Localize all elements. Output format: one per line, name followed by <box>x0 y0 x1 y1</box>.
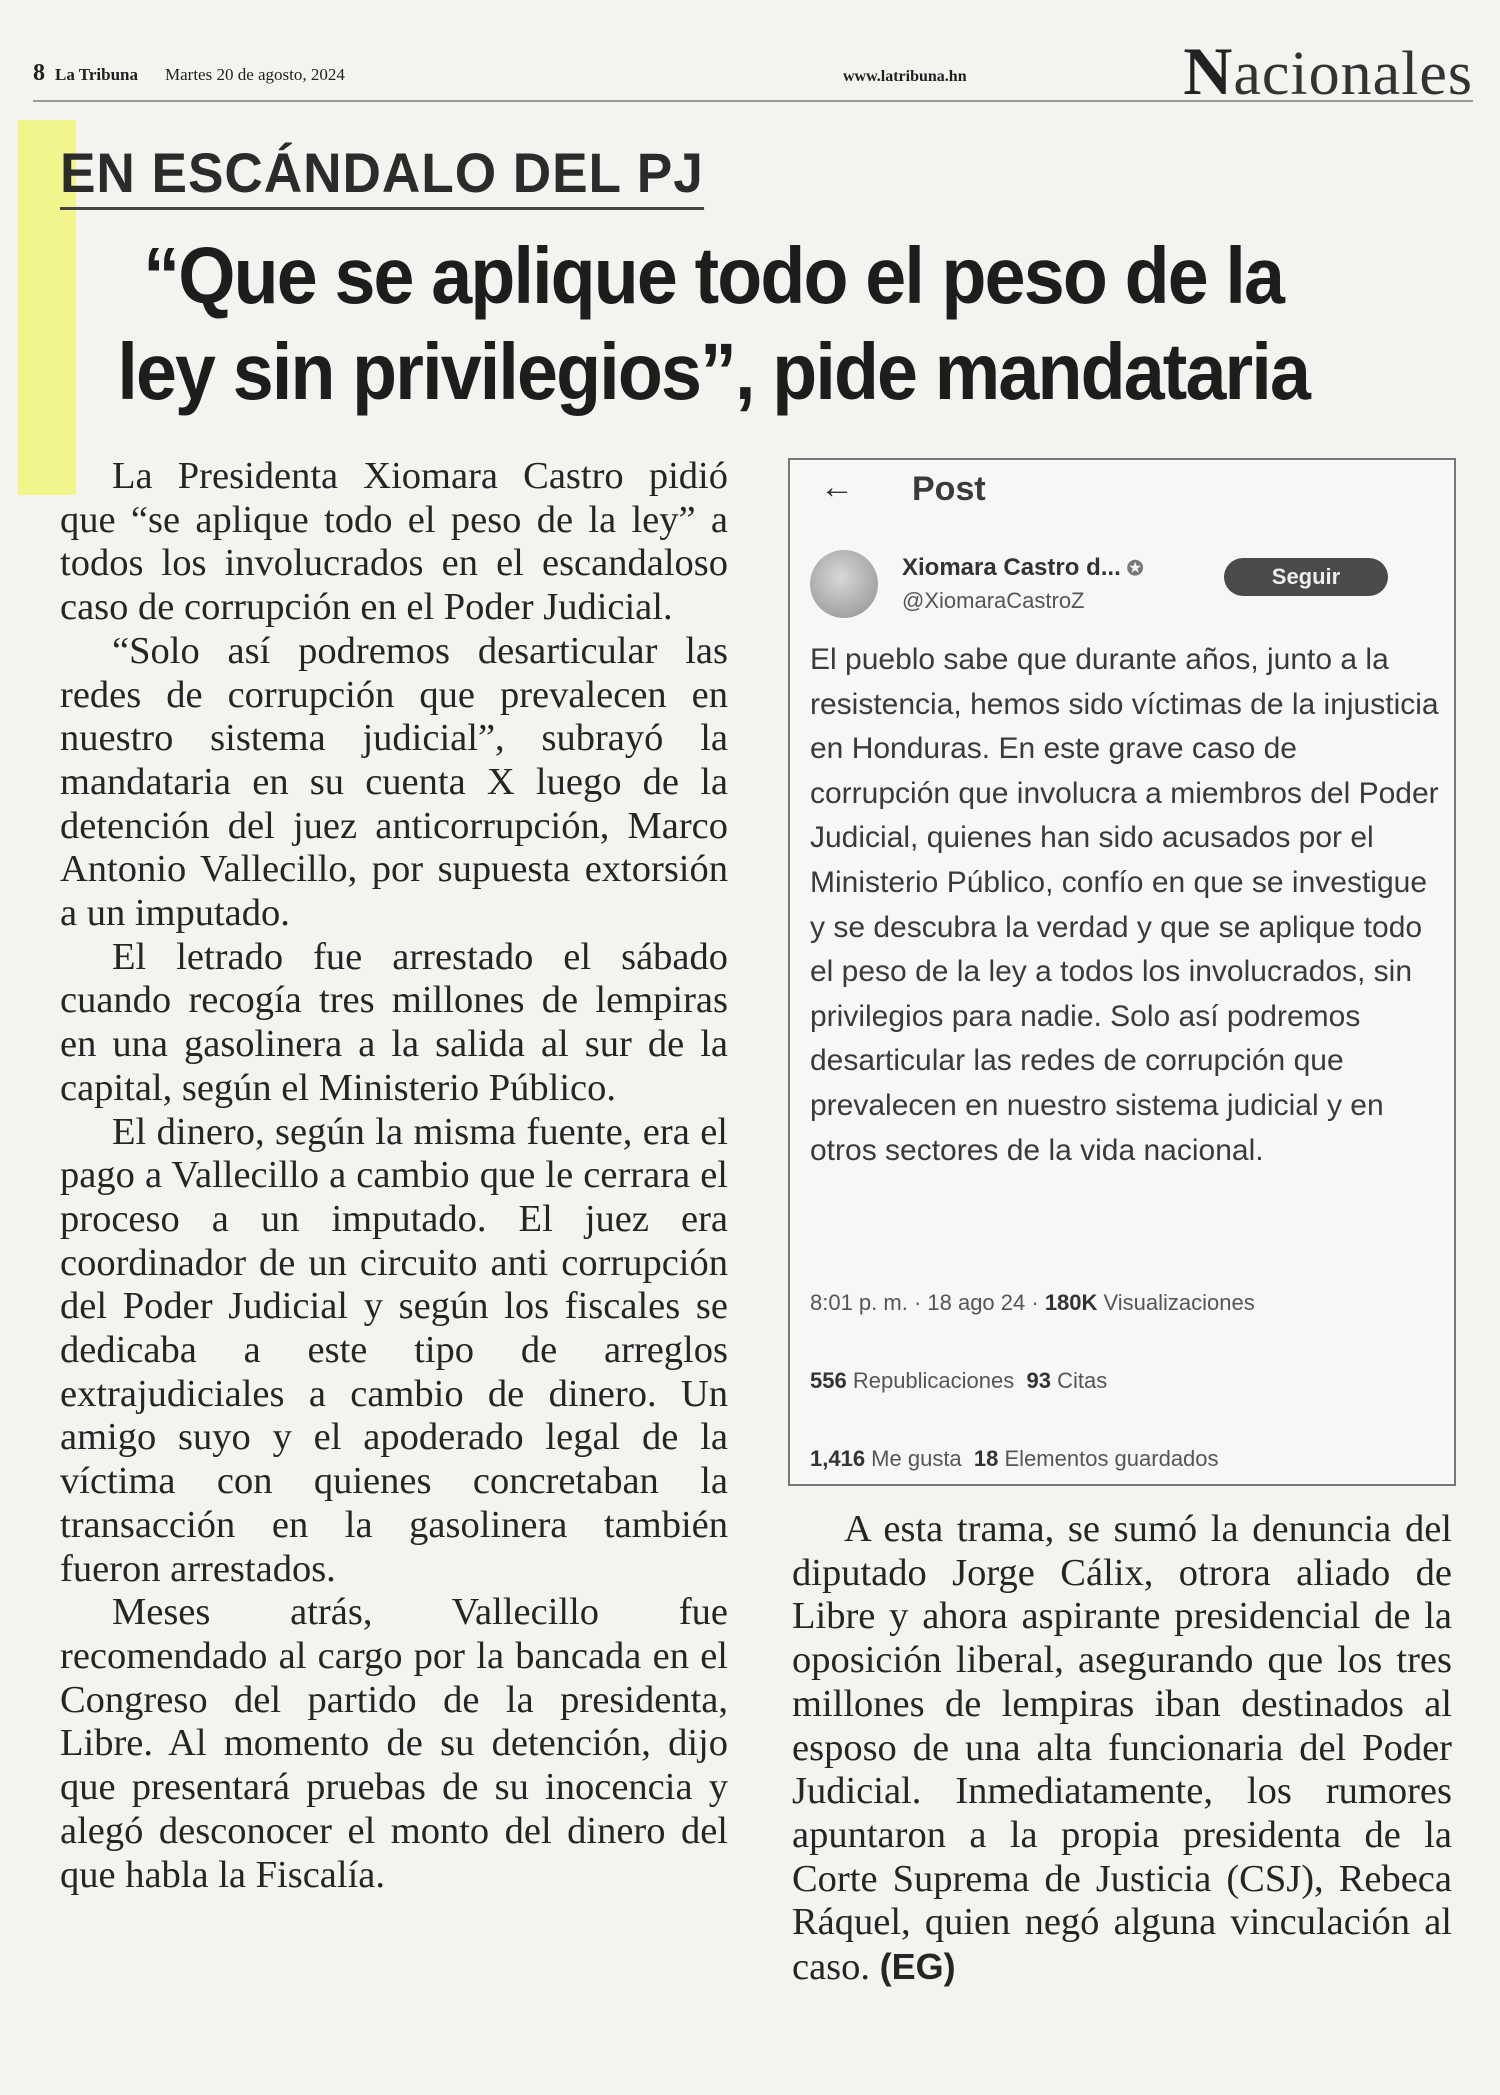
quotes-count: 93 <box>1026 1368 1051 1393</box>
paragraph <box>792 1508 1452 1990</box>
post-text: El pueblo sabe que durante años, junto a la resistencia, hemos sido víctimas de la injusticia en Honduras. En este grave caso de corrupción que involucra a miembros del Poder Judicial, quienes han sido acusados por el Ministerio Público, confío en que se investigue y se descubra la verdad y que se aplique todo el peso de la ley a todos los involucrados, sin privilegios para nadie. Solo así podremos desarticular las redes de corrupción que prevalecen en nuestro sistema judicial y en otros sectores de la vida nacional. <box>810 643 1439 1167</box>
section-initial: N <box>1183 33 1234 109</box>
kicker: EN ESCÁNDALO DEL PJ <box>60 140 704 210</box>
paragraph: “Solo así podremos desarticular las redes de corrupción que prevalecen en nuestro sistema judicial”, subrayó la mandataria en su cuenta X luego de la detención del juez anticorrupción, Marco Antonio Vallecillo, por supuesta extorsión a un imputado. <box>60 629 728 935</box>
page-number: 8 <box>33 60 45 86</box>
author-name-text: Xiomara Castro d... <box>902 554 1121 581</box>
post-reposts-quotes[interactable] <box>810 1368 1107 1394</box>
paper-url: www.latribuna.hn <box>843 68 967 85</box>
paragraph: Meses atrás, Vallecillo fue recomendado al cargo por la bancada en el Congreso del partido de la presidenta, Libre. Al momento de su detención, dijo que presentará pruebas de su inocencia y alegó desconocer el monto del dinero del que habla la Fiscalía. <box>60 1591 728 1896</box>
headline-line-2: ley sin privilegios”, pide mandataria <box>117 327 1310 416</box>
avatar[interactable] <box>810 550 878 618</box>
section-rest: acionales <box>1233 40 1473 108</box>
post-time: 8:01 p. m. · 18 ago 24 · <box>810 1290 1045 1315</box>
issue-date: Martes 20 de agosto, 2024 <box>165 65 345 84</box>
paragraph-text: A esta trama, se sumó la denuncia del diputado Jorge Cálix, otrora aliado de Libre y ahora aspirante presidencial de la oposición liberal, asegurando que los tres millones de lempiras iban destinados al esposo de una alta funcionaria del Poder Judicial. Inmediatamente, los rumores apuntaron a la propia presidenta de la Corte Suprema de Justicia (CSJ), Rebeca Ráquel, quien negó alguna vinculación al caso. <box>792 1508 1452 1989</box>
author-handle[interactable]: @XiomaraCastroZ <box>902 588 1085 613</box>
post-time-views <box>810 1290 1255 1316</box>
page-header <box>33 33 1473 109</box>
quotes-label: Citas <box>1050 1368 1108 1393</box>
back-arrow-icon[interactable]: ← <box>820 468 854 506</box>
paragraph: La Presidenta Xiomara Castro pidió que “se aplique todo el peso de la ley” a todos los involucrados en el escandaloso caso de corrupción en el Poder Judicial. <box>60 455 728 629</box>
author-name[interactable] <box>902 554 1144 582</box>
views-count: 180K <box>1044 1290 1098 1315</box>
paragraph: El letrado fue arrestado el sábado cuando recogía tres millones de lempiras en una gasolinera a la salida al sur de la capital, según el Ministerio Público. <box>60 935 728 1109</box>
reposts-count: 556 <box>810 1368 847 1393</box>
right-column <box>792 1508 1452 1990</box>
bookmarks-count: 18 <box>973 1446 999 1471</box>
section-title <box>1183 32 1473 111</box>
verified-badge-icon: ✪ <box>1126 558 1144 580</box>
likes-label: Me gusta <box>865 1446 962 1471</box>
bookmarks-label: Elementos guardados <box>998 1446 1219 1471</box>
author-signature: (EG) <box>879 1946 956 1988</box>
post-title: Post <box>912 470 986 508</box>
post-likes-bookmarks[interactable] <box>810 1446 1219 1472</box>
views-label: Visualizaciones <box>1097 1290 1255 1315</box>
embedded-post <box>788 458 1456 1486</box>
paper-name: La Tribuna <box>55 65 138 84</box>
left-column <box>60 455 728 1897</box>
headline-line-1: “Que se aplique todo el peso de la <box>143 231 1284 320</box>
headline <box>60 228 1366 420</box>
follow-button[interactable]: Seguir <box>1224 558 1388 596</box>
paragraph: El dinero, según la misma fuente, era el pago a Vallecillo a cambio que le cerrara el proceso a un imputado. El juez era coordinador de un circuito anti corrupción del Poder Judicial y según los fiscales se dedicaba a este tipo de arreglos extrajudiciales a cambio de dinero. Un amigo suyo y el apoderado legal de la víctima con quienes concretaban la transacción en la gasolinera también fueron arrestados. <box>60 1110 728 1590</box>
reposts-label: Republicaciones <box>846 1368 1015 1393</box>
likes-count: 1,416 <box>810 1446 866 1471</box>
